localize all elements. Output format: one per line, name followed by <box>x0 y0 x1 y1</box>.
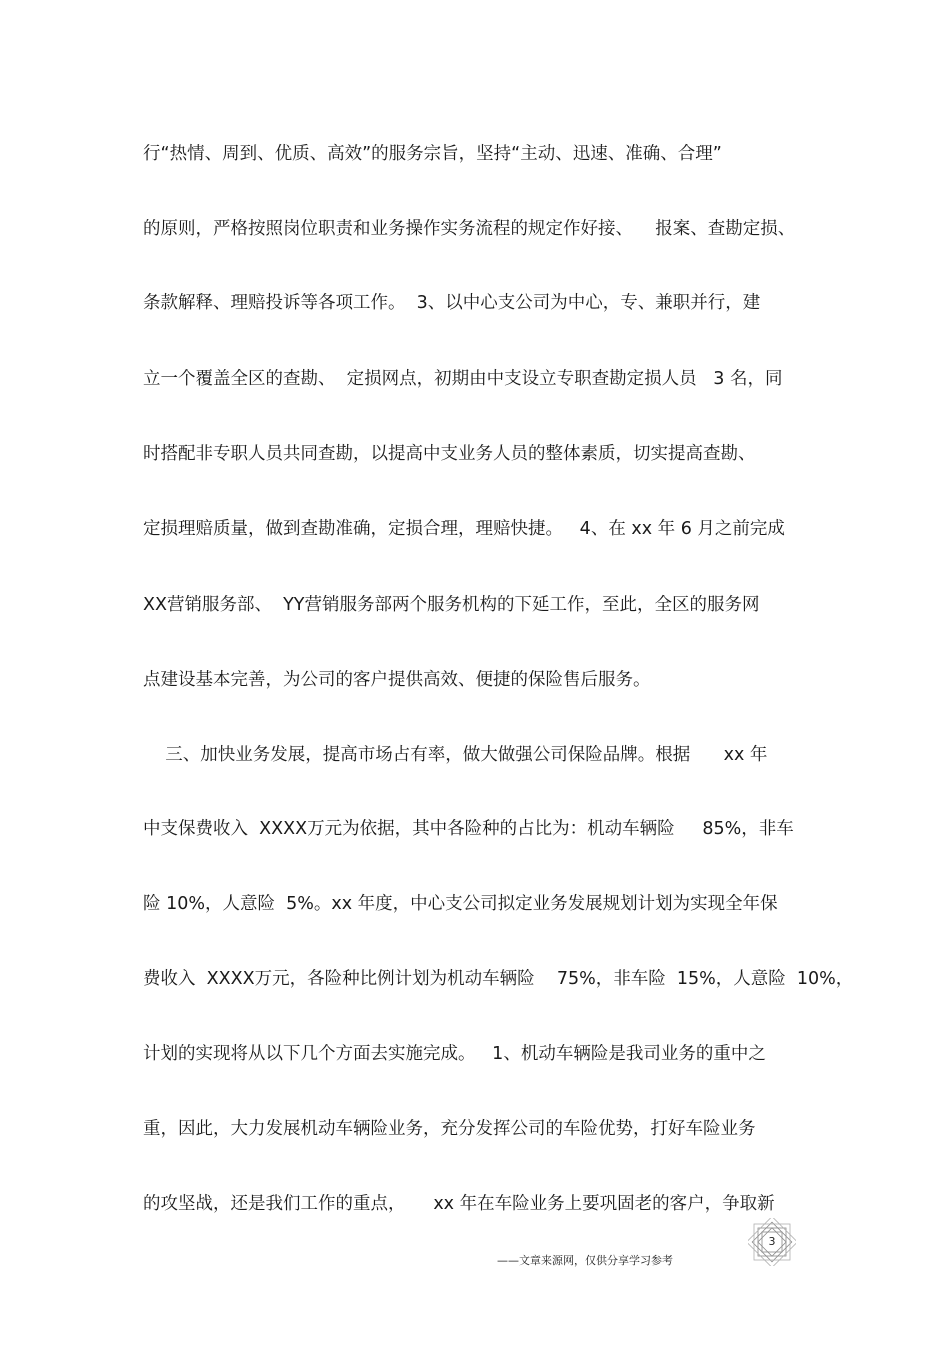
body-line-6: 定损理赔质量，做到查勘准确，定损合理，理赔快捷。 4、在 xx 年 6 月之前完成 <box>143 519 785 539</box>
page-number: 3 <box>768 1235 776 1248</box>
body-line-11: 险 10%，人意险 5%。xx 年度，中心支公司拟定业务发展规划计划为实现全年保 <box>143 894 778 914</box>
body-line-12: 费收入 XXXX万元，各险种比例计划为机动车辆险 75%，非车险 15%，人意险 10%， <box>143 969 854 989</box>
body-line-4: 立一个覆盖全区的查勘、 定损网点，初期由中支设立专职查勘定损人员 3 名，同 <box>143 369 783 389</box>
source-footer: ——文章来源网，仅供分享学习参考 <box>497 1254 673 1267</box>
body-line-10: 中支保费收入 XXXX万元为依据，其中各险种的占比为：机动车辆险 85%，非车 <box>143 819 794 839</box>
body-line-2: 的原则，严格按照岗位职责和业务操作实务流程的规定作好接、 报案、查勘定损、 <box>143 219 796 239</box>
body-line-1: 行“热情、周到、优质、高效”的服务宗旨，坚持“主动、迅速、准确、合理” <box>143 144 722 164</box>
body-line-15: 的攻坚战，还是我们工作的重点， xx 年在车险业务上要巩固老的客户，争取新 <box>143 1194 775 1214</box>
body-line-5: 时搭配非专职人员共同查勘，以提高中支业务人员的整体素质，切实提高查勘、 <box>143 444 756 464</box>
body-line-13: 计划的实现将从以下几个方面去实施完成。 1、机动车辆险是我司业务的重中之 <box>143 1044 766 1064</box>
body-line-8: 点建设基本完善，为公司的客户提供高效、便捷的保险售后服务。 <box>143 670 651 690</box>
body-line-9: 三、加快业务发展，提高市场占有率，做大做强公司保险品牌。根据 xx 年 <box>143 745 768 765</box>
body-line-7: XX营销服务部、 YY营销服务部两个服务机构的下延工作，至此，全区的服务网 <box>143 595 760 615</box>
page-number-badge <box>748 1218 796 1266</box>
body-line-3: 条款解释、理赔投诉等各项工作。 3、以中心支公司为中心，专、兼职并行，建 <box>143 293 761 313</box>
body-line-14: 重，因此，大力发展机动车辆险业务，充分发挥公司的车险优势，打好车险业务 <box>143 1119 756 1139</box>
